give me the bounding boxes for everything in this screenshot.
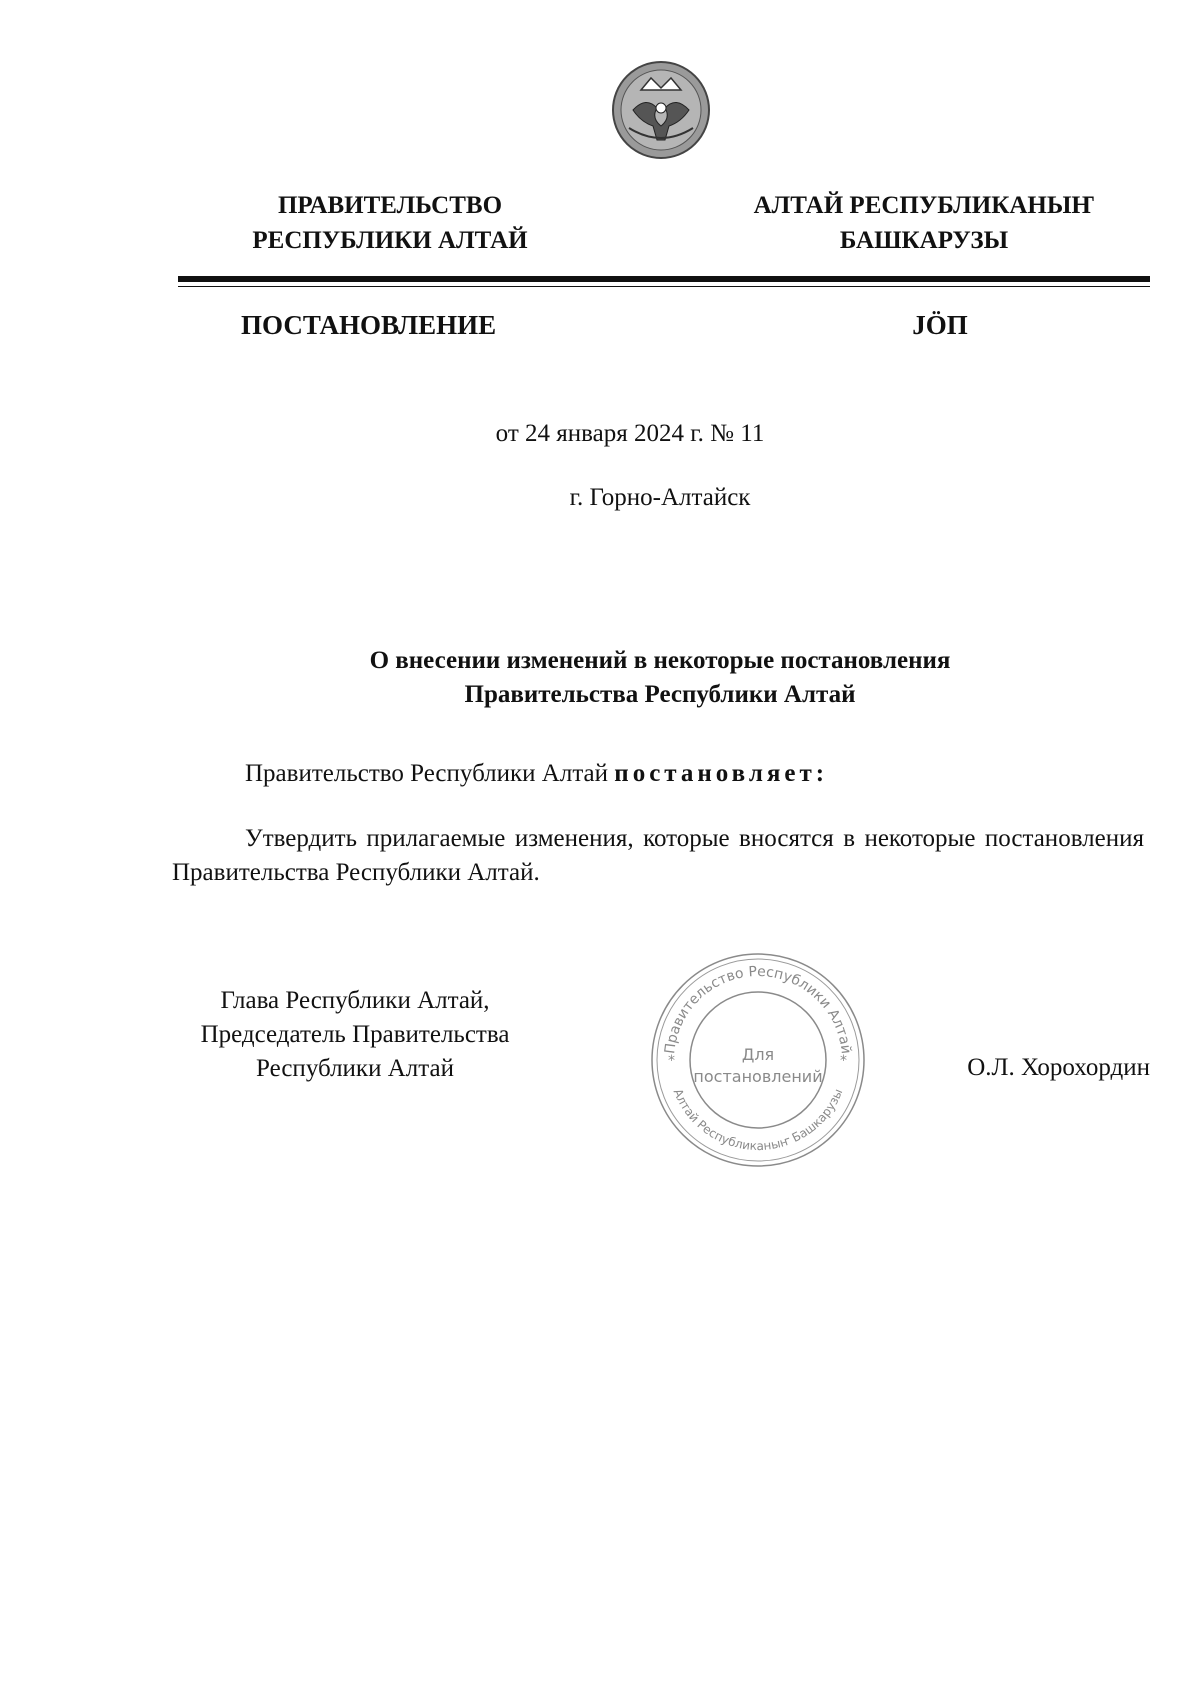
body-paragraph: Утвердить прилагаемые изменения, которые вносятся в некоторые постановления Правительства Республики Алтай. [172, 825, 1144, 886]
subject-line1: О внесении изменений в некоторые постановления [369, 647, 951, 674]
header-left-line2: РЕСПУБЛИКИ АЛТАЙ [252, 227, 528, 254]
document-city: г. Горно-Алтайск [569, 484, 751, 511]
document-date-number: от 24 января 2024 г. № 11 [495, 420, 765, 447]
header-left-line1: ПРАВИТЕЛЬСТВО [277, 192, 503, 219]
doc-type-russian: ПОСТАНОВЛЕНИЕ [241, 310, 497, 340]
header-right [734, 188, 1114, 258]
seal-center-line1: Для [741, 1045, 775, 1064]
seal-center-line2: постановлений [693, 1067, 823, 1086]
signer-line1: Глава Республики Алтай, [220, 987, 490, 1014]
signer-line3: Республики Алтай [256, 1055, 454, 1082]
header-divider-thick [178, 276, 1150, 282]
svg-text:Алтай Республиканыҥ Башкарузы [671, 1087, 846, 1153]
doc-type-altai: JÖП [912, 310, 968, 340]
header-left [220, 188, 560, 258]
document-subject [290, 644, 1030, 712]
header-right-line1: АЛТАЙ РЕСПУБЛИКАНЫҤ [753, 192, 1095, 219]
official-seal-icon [648, 950, 868, 1170]
signatory-name: О.Л. Хорохордин [967, 1054, 1150, 1081]
seal-outer-text-bottom: Алтай Республиканыҥ Башкарузы [670, 1086, 846, 1154]
seal-outer-text-top: Правительство Республики Алтай [662, 963, 854, 1055]
seal-star-left-icon: * [668, 1053, 675, 1069]
decree-verb: постановляет: [614, 760, 829, 787]
header-divider-thin [178, 286, 1150, 287]
subject-line2: Правительства Республики Алтай [464, 681, 856, 708]
coat-of-arms-icon [611, 60, 711, 160]
signer-block [160, 984, 550, 1086]
seal-star-right-icon: * [840, 1053, 847, 1069]
decree-line [245, 758, 828, 790]
signer-line2: Председатель Правительства [200, 1021, 510, 1048]
header-right-line2: БАШКАРУЗЫ [839, 227, 1009, 254]
decree-subject: Правительство Республики Алтай [245, 760, 609, 787]
